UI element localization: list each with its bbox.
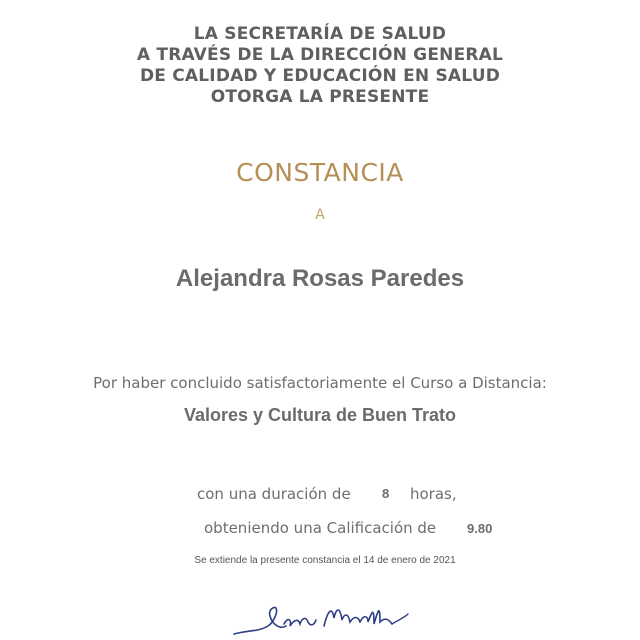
header-line-2: A TRAVÉS DE LA DIRECCIÓN GENERAL: [136, 45, 504, 65]
grade-value: 9.80: [467, 521, 493, 536]
to-label: A: [315, 207, 325, 223]
header-line-4: OTORGA LA PRESENTE: [210, 87, 430, 107]
header-line-1: LA SECRETARÍA DE SALUD: [193, 24, 447, 44]
issuer-header: [0, 24, 640, 108]
signature-image: [228, 596, 418, 640]
duration-suffix: horas,: [410, 485, 457, 503]
duration-value: 8: [382, 486, 390, 501]
course-name: Valores y Cultura de Buen Trato: [183, 405, 457, 425]
issued-date-text: Se extiende la presente constancia el 14 de enero de 2021: [194, 555, 456, 566]
header-line-3: DE CALIDAD Y EDUCACIÓN EN SALUD: [139, 66, 501, 86]
grade-prefix: obteniendo una Calificación de: [204, 519, 437, 537]
duration-prefix: con una duración de: [197, 485, 351, 503]
recipient-name: Alejandra Rosas Paredes: [175, 265, 465, 292]
reason-text: Por haber concluido satisfactoriamente el Curso a Distancia:: [93, 374, 547, 392]
certificate-title: CONSTANCIA: [236, 158, 404, 187]
